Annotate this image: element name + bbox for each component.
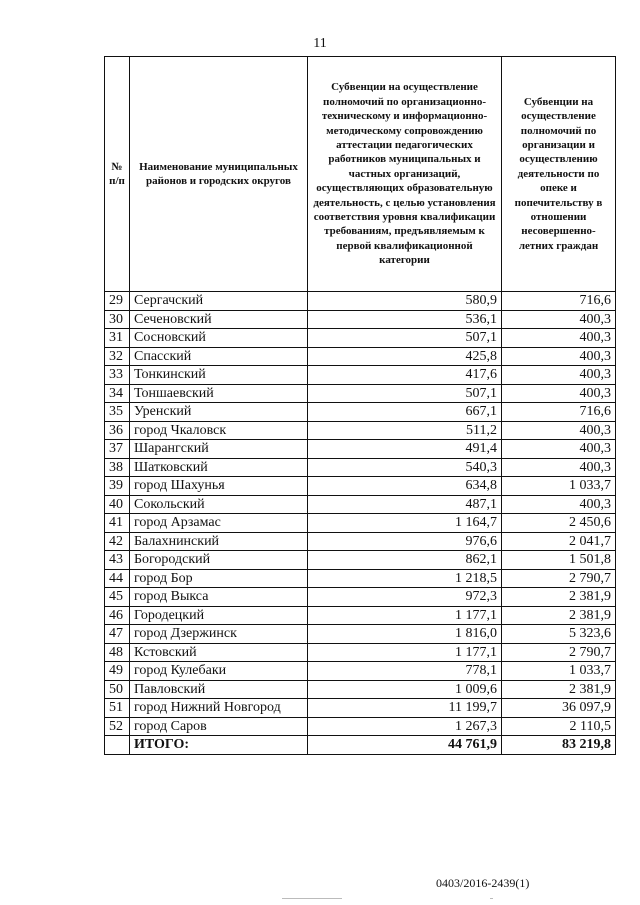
table-row: [105, 717, 616, 736]
attestation-subvention-value: 778,1: [308, 662, 502, 681]
attestation-subvention-value: 634,8: [308, 477, 502, 496]
attestation-subvention-value: 540,3: [308, 458, 502, 477]
row-number: 32: [105, 347, 130, 366]
municipality-name: Балахнинский: [130, 532, 308, 551]
row-number: 35: [105, 403, 130, 422]
row-number: 47: [105, 625, 130, 644]
row-number: 51: [105, 699, 130, 718]
header-guardianship-subvention: Субвенции на осуществление полномочий по организации и осуществлению деятельности по опеке и попечительству в отношении несовершенно-летних граждан: [502, 57, 616, 292]
table-row: [105, 514, 616, 533]
attestation-subvention-value: 972,3: [308, 588, 502, 607]
subventions-table: [104, 56, 616, 755]
row-number: 34: [105, 384, 130, 403]
table-header-row: [105, 57, 616, 292]
attestation-subvention-value: 1 009,6: [308, 680, 502, 699]
header-attestation-subvention: Субвенции на осуществление полномочий по организационно-техническому и информационно-методическому сопровождению аттестации педагогических работников муниципальных и частных организаций, осуществляющих образовательную деятельность, с целью установления соответствия уровня квалификации требованиям, предъявляемым к первой квалификационной категории: [308, 57, 502, 292]
municipality-name: Тонкинский: [130, 366, 308, 385]
row-number: 50: [105, 680, 130, 699]
municipality-name: Богородский: [130, 551, 308, 570]
row-number: 30: [105, 310, 130, 329]
guardianship-subvention-value: 400,3: [502, 329, 616, 348]
row-number: 31: [105, 329, 130, 348]
attestation-subvention-value: 507,1: [308, 384, 502, 403]
scan-artifact: [490, 898, 493, 899]
guardianship-subvention-value: 2 381,9: [502, 680, 616, 699]
row-number: 45: [105, 588, 130, 607]
municipality-name: город Чкаловск: [130, 421, 308, 440]
guardianship-subvention-value: 400,3: [502, 366, 616, 385]
municipality-name: Городецкий: [130, 606, 308, 625]
guardianship-subvention-value: 400,3: [502, 310, 616, 329]
table-row: [105, 643, 616, 662]
attestation-subvention-value: 1 267,3: [308, 717, 502, 736]
row-number: 29: [105, 292, 130, 311]
row-number: 41: [105, 514, 130, 533]
row-number: 39: [105, 477, 130, 496]
row-number: 42: [105, 532, 130, 551]
header-number: № п/п: [105, 57, 130, 292]
guardianship-subvention-value: 400,3: [502, 421, 616, 440]
municipality-name: город Бор: [130, 569, 308, 588]
row-number: 36: [105, 421, 130, 440]
row-number: 33: [105, 366, 130, 385]
attestation-subvention-value: 862,1: [308, 551, 502, 570]
guardianship-subvention-value: 400,3: [502, 440, 616, 459]
table-row: [105, 532, 616, 551]
municipality-name: Шатковский: [130, 458, 308, 477]
document-code: 0403/2016-2439(1): [436, 876, 530, 890]
row-number: 43: [105, 551, 130, 570]
table-row: [105, 699, 616, 718]
guardianship-subvention-value: 400,3: [502, 495, 616, 514]
attestation-subvention-value: 425,8: [308, 347, 502, 366]
table-row: [105, 292, 616, 311]
table-row: [105, 310, 616, 329]
attestation-subvention-value: 417,6: [308, 366, 502, 385]
municipality-name: город Выкса: [130, 588, 308, 607]
guardianship-subvention-value: 1 033,7: [502, 662, 616, 681]
municipality-name: Сеченовский: [130, 310, 308, 329]
attestation-subvention-value: 667,1: [308, 403, 502, 422]
municipality-name: город Нижний Новгород: [130, 699, 308, 718]
municipality-name: Кстовский: [130, 643, 308, 662]
attestation-subvention-value: 536,1: [308, 310, 502, 329]
guardianship-subvention-value: 1 033,7: [502, 477, 616, 496]
row-number: 46: [105, 606, 130, 625]
page-number: 11: [313, 36, 327, 51]
attestation-subvention-value: 1 164,7: [308, 514, 502, 533]
row-number: 44: [105, 569, 130, 588]
municipality-name: город Шахунья: [130, 477, 308, 496]
attestation-subvention-value: 11 199,7: [308, 699, 502, 718]
table-row: [105, 680, 616, 699]
guardianship-subvention-value: 2 790,7: [502, 569, 616, 588]
attestation-subvention-value: 1 177,1: [308, 606, 502, 625]
guardianship-subvention-value: 2 450,6: [502, 514, 616, 533]
municipality-name: Шарангский: [130, 440, 308, 459]
attestation-subvention-value: 507,1: [308, 329, 502, 348]
attestation-subvention-value: 1 177,1: [308, 643, 502, 662]
municipality-name: Сокольский: [130, 495, 308, 514]
row-number: 37: [105, 440, 130, 459]
table-row: [105, 495, 616, 514]
table-row: [105, 662, 616, 681]
row-number: 38: [105, 458, 130, 477]
table-row: [105, 625, 616, 644]
attestation-subvention-value: 1 816,0: [308, 625, 502, 644]
table-row: [105, 551, 616, 570]
table-row: [105, 329, 616, 348]
guardianship-subvention-value: 400,3: [502, 458, 616, 477]
guardianship-subvention-value: 2 381,9: [502, 588, 616, 607]
total-guardianship-value: 83 219,8: [502, 736, 616, 755]
guardianship-subvention-value: 2 790,7: [502, 643, 616, 662]
table-row: [105, 477, 616, 496]
table-row: [105, 606, 616, 625]
municipality-name: город Саров: [130, 717, 308, 736]
row-number: 49: [105, 662, 130, 681]
attestation-subvention-value: 580,9: [308, 292, 502, 311]
table-row: [105, 366, 616, 385]
guardianship-subvention-value: 2 110,5: [502, 717, 616, 736]
table-row: [105, 588, 616, 607]
header-municipality-name: Наименование муниципальных районов и городских округов: [130, 57, 308, 292]
total-label: ИТОГО:: [130, 736, 308, 755]
guardianship-subvention-value: 2 041,7: [502, 532, 616, 551]
guardianship-subvention-value: 5 323,6: [502, 625, 616, 644]
guardianship-subvention-value: 400,3: [502, 384, 616, 403]
guardianship-subvention-value: 716,6: [502, 403, 616, 422]
table-row: [105, 569, 616, 588]
municipality-name: Сергачский: [130, 292, 308, 311]
attestation-subvention-value: 1 218,5: [308, 569, 502, 588]
scan-artifact: [282, 898, 342, 899]
guardianship-subvention-value: 1 501,8: [502, 551, 616, 570]
guardianship-subvention-value: 36 097,9: [502, 699, 616, 718]
total-number-empty: [105, 736, 130, 755]
total-attestation-value: 44 761,9: [308, 736, 502, 755]
municipality-name: Уренский: [130, 403, 308, 422]
municipality-name: город Кулебаки: [130, 662, 308, 681]
total-row: [105, 736, 616, 755]
attestation-subvention-value: 511,2: [308, 421, 502, 440]
table-row: [105, 458, 616, 477]
guardianship-subvention-value: 716,6: [502, 292, 616, 311]
guardianship-subvention-value: 400,3: [502, 347, 616, 366]
municipality-name: Спасский: [130, 347, 308, 366]
table-row: [105, 421, 616, 440]
row-number: 52: [105, 717, 130, 736]
guardianship-subvention-value: 2 381,9: [502, 606, 616, 625]
municipality-name: город Арзамас: [130, 514, 308, 533]
table-row: [105, 347, 616, 366]
municipality-name: город Дзержинск: [130, 625, 308, 644]
attestation-subvention-value: 487,1: [308, 495, 502, 514]
row-number: 40: [105, 495, 130, 514]
table-row: [105, 384, 616, 403]
attestation-subvention-value: 491,4: [308, 440, 502, 459]
table-row: [105, 403, 616, 422]
municipality-name: Павловский: [130, 680, 308, 699]
attestation-subvention-value: 976,6: [308, 532, 502, 551]
municipality-name: Тоншаевский: [130, 384, 308, 403]
table-row: [105, 440, 616, 459]
municipality-name: Сосновский: [130, 329, 308, 348]
row-number: 48: [105, 643, 130, 662]
